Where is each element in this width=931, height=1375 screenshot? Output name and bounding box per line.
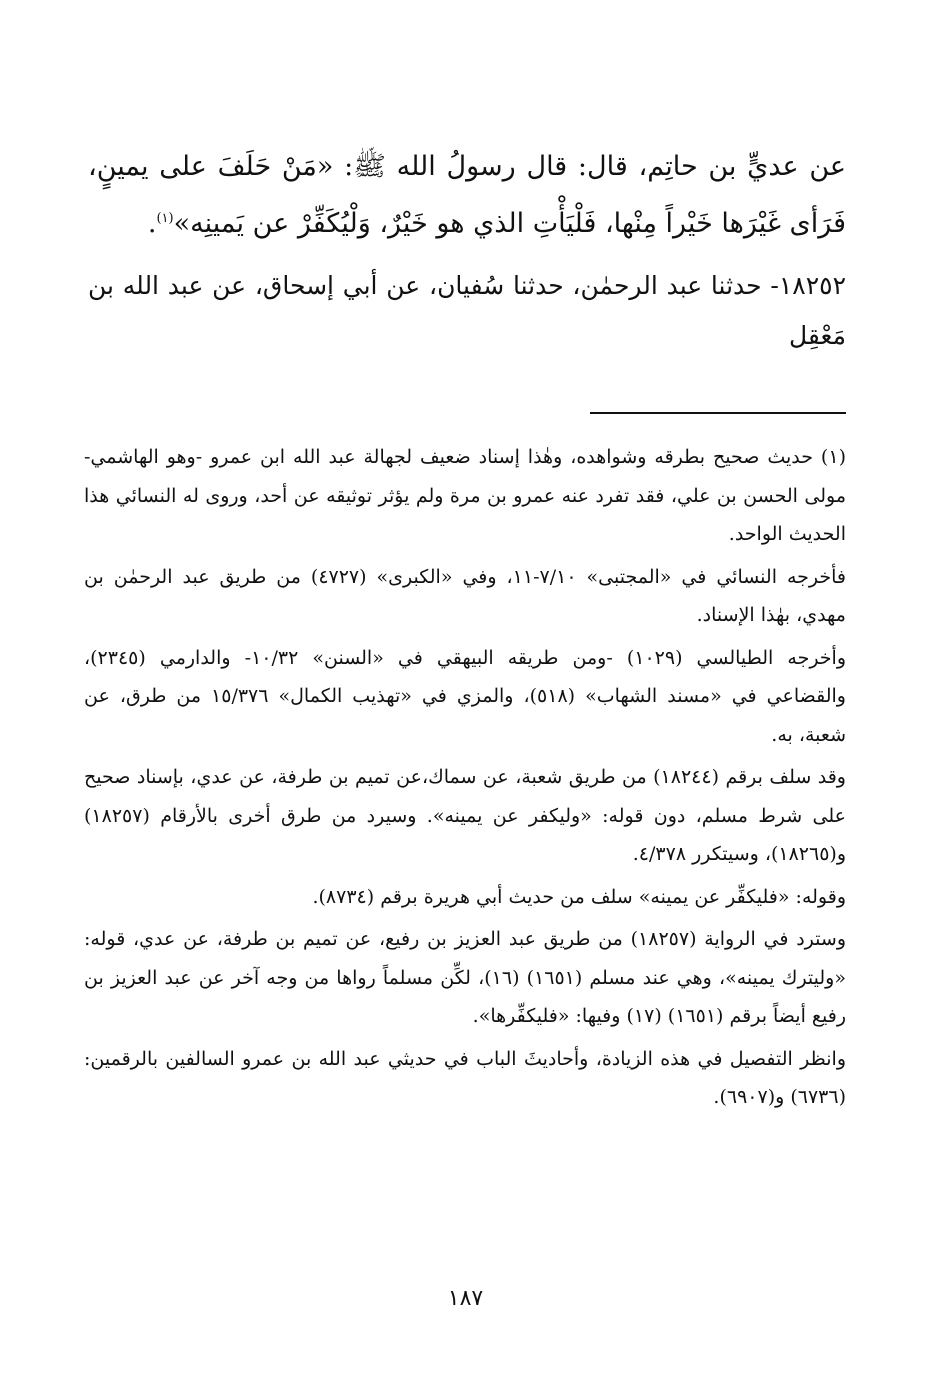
footnote-reference: (١) [156,211,174,226]
hadith-text: عن عديٍّ بن حاتِم، قال: قال رسولُ الله ﷺ: «مَنْ حَلَفَ على يمينٍ، فَرَأى غَيْرَها خَيْراً مِنْها، فَلْيَأْتِ الذي هو خَيْرٌ، وَلْيُكَفِّرْ عن يَمينِه» [88,151,846,239]
footnote-paragraph: وقوله: «فليكفِّر عن يمينه» سلف من حديث أبي هريرة برقم (٨٧٣٤). [312,885,846,908]
main-text [88,138,846,361]
footnote-paragraph: وسترد في الرواية (١٨٢٥٧) من طريق عبد العزيز بن رفيع، عن تميم بن طرفة، عن عدي، قوله: «وليترك يمينه»، وهي عند مسلم (١٦٥١) (١٦)، لكِّن مسلماً رواها من وجه آخر عن عبد العزيز بن رفيع أيضاً برقم (١٦٥١) (١٧) وفيها: «فليكفِّرها». [84,928,846,1027]
footnote-paragraph: وأخرجه الطيالسي (١٠٢٩) -ومن طريقه البيهقي في «السنن» ١٠/٣٢- والدارمي (٢٣٤٥)، والقضاعي في «مسند الشهاب» (٥١٨)، والمزي في «تهذيب الكمال» ١٥/٣٧٦ من طرق، عن شعبة، به. [84,646,846,746]
footnote-divider [590,412,846,414]
footnote-paragraph: (١) حديث صحيح بطرقه وشواهده، وهٰذا إسناد ضعيف لجهالة عبد الله ابن عمرو -وهو الهاشمي- مولى الحسن بن علي، فقد تفرد عنه عمرو بن مرة ولم يؤثر توثيقه عن أحد، وروى له النسائي هذا الحديث الواحد. [84,446,846,545]
page-number: ١٨٧ [447,1286,484,1311]
isnad-paragraph: ١٨٢٥٢- حدثنا عبد الرحمٰن، حدثنا سُفيان، عن أبي إسحاق، عن عبد الله بن مَعْقِل [88,271,846,350]
hadith-end: . [147,208,157,239]
hadith-paragraph [88,138,846,252]
footnote-paragraph: وقد سلف برقم (١٨٢٤٤) من طريق شعبة، عن سماك،عن تميم بن طرفة، عن عدي، بإسناد صحيح على شرط مسلم، دون قوله: «وليكفر عن يمينه». وسيرد من طرق أخرى بالأرقام (١٨٢٥٧) و(١٨٢٦٥)، وسيتكرر ٤/٣٧٨. [84,766,846,865]
footnote-paragraph: فأخرجه النسائي في «المجتبى» ٧/١٠-١١، وفي «الكبرى» (٤٧٢٧) من طريق عبد الرحمٰن بن مهدي، بهٰذا الإسناد. [84,565,847,626]
footnotes [84,438,846,1121]
footnote-paragraph: وانظر التفصيل في هذه الزيادة، وأحاديثَ الباب في حديثي عبد الله بن عمرو السالفين بالرقمين: (٦٧٣٦) و(٦٩٠٧). [84,1047,846,1108]
